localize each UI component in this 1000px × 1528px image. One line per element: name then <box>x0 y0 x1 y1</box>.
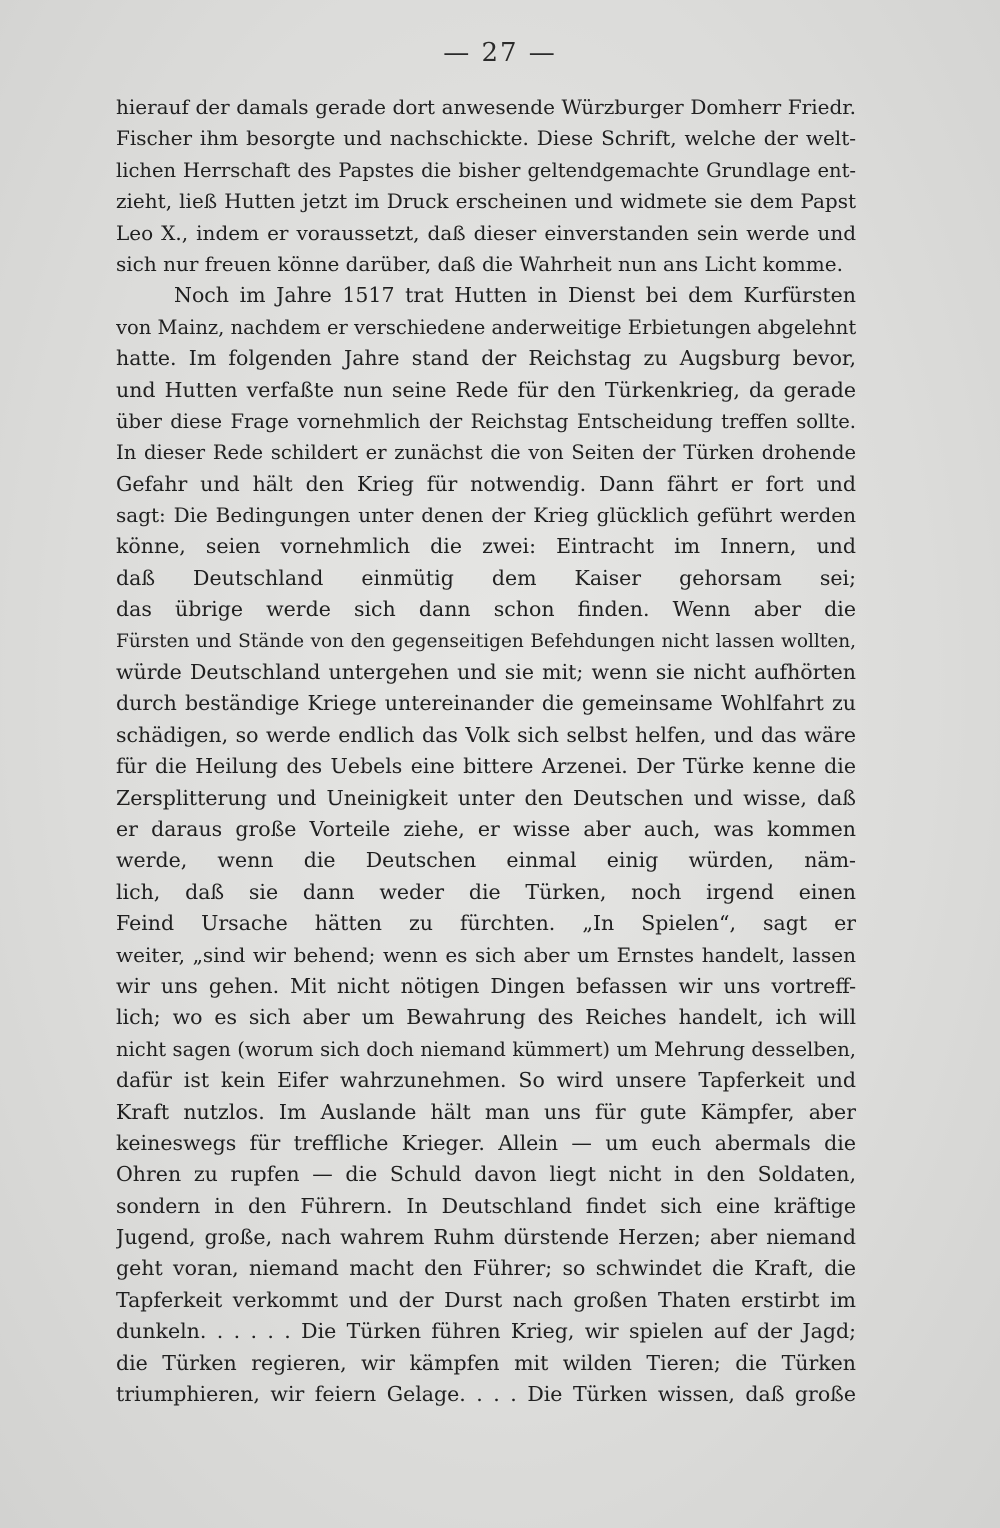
text-line: Feind Ursache hätten zu fürchten. „In Spielen“, sagt er <box>116 911 856 936</box>
text-line: Zersplitterung und Uneinigkeit unter den Deutschen und wisse, daß <box>116 785 856 810</box>
text-line: könne, seien vornehmlich die zwei: Eintracht im Innern, und <box>116 534 856 559</box>
text-line: geht voran, niemand macht den Führer; so schwindet die Kraft, die <box>116 1256 856 1281</box>
text-line: Kraft nutzlos. Im Auslande hält man uns für gute Kämpfer, aber <box>116 1099 856 1124</box>
text-line: Gefahr und hält den Krieg für notwendig. Dann fährt er fort und <box>116 471 856 496</box>
text-line: dafür ist kein Eifer wahrzunehmen. So wird unsere Tapferkeit und <box>116 1068 856 1093</box>
text-line: Fischer ihm besorgte und nachschickte. Diese Schrift, welche der welt- <box>116 126 856 151</box>
text-line: lich, daß sie dann weder die Türken, noch irgend einen <box>116 879 856 904</box>
body-text <box>116 92 856 1410</box>
text-line: über diese Frage vornehmlich der Reichstag Entscheidung treffen sollte. <box>116 409 856 433</box>
text-line: Jugend, große, nach wahrem Ruhm dürstende Herzen; aber niemand <box>116 1225 856 1250</box>
text-line: für die Heilung des Uebels eine bittere Arzenei. Der Türke kenne die <box>116 754 856 779</box>
text-line: hatte. Im folgenden Jahre stand der Reichstag zu Augsburg bevor, <box>116 346 856 371</box>
text-line: Fürsten und Stände von den gegenseitigen Befehdungen nicht lassen wollten, <box>116 630 856 652</box>
text-line: Ohren zu rupfen — die Schuld davon liegt nicht in den Soldaten, <box>116 1162 856 1187</box>
text-line: lichen Herrschaft des Papstes die bisher geltendgemachte Grundlage ent- <box>116 158 856 182</box>
text-line: dunkeln. . . . . . Die Türken führen Krieg, wir spielen auf der Jagd; <box>116 1319 856 1344</box>
text-line: er daraus große Vorteile ziehe, er wisse aber auch, was kommen <box>116 816 856 841</box>
text-line: hierauf der damals gerade dort anwesende Würzburger Domherr Friedr. <box>116 95 856 119</box>
text-line: und Hutten verfaßte nun seine Rede für den Türkenkrieg, da gerade <box>116 377 856 402</box>
text-line: schädigen, so werde endlich das Volk sich selbst helfen, und das wäre <box>116 722 856 747</box>
text-line: würde Deutschland untergehen und sie mit; wenn sie nicht aufhörten <box>116 660 856 685</box>
text-line: Leo X., indem er voraussetzt, daß dieser einverstanden sein werde und <box>116 220 856 245</box>
text-line: sagt: Die Bedingungen unter denen der Krieg glücklich geführt werden <box>116 503 856 528</box>
text-line: Tapferkeit verkommt und der Durst nach großen Thaten erstirbt im <box>116 1287 856 1312</box>
text-line: weiter, „sind wir behend; wenn es sich aber um Ernstes handelt, lassen <box>116 942 856 967</box>
text-line: nicht sagen (worum sich doch niemand kümmert) um Mehrung desselben, <box>116 1037 856 1061</box>
text-line: von Mainz, nachdem er verschiedene anderweitige Erbietungen abgelehnt <box>116 315 856 339</box>
text-line: Noch im Jahre 1517 trat Hutten in Dienst bei dem Kurfürsten <box>174 283 856 308</box>
text-line: triumphieren, wir feiern Gelage. . . . Die Türken wissen, daß große <box>116 1382 856 1407</box>
page-number: — 27 — <box>443 38 557 68</box>
text-line: lich; wo es sich aber um Bewahrung des Reiches handelt, ich will <box>116 1005 856 1030</box>
text-line: zieht, ließ Hutten jetzt im Druck erscheinen und widmete sie dem Papst <box>116 189 856 214</box>
text-line: die Türken regieren, wir kämpfen mit wilden Tieren; die Türken <box>116 1350 856 1375</box>
text-line: wir uns gehen. Mit nicht nötigen Dingen befassen wir uns vortreff- <box>116 973 856 998</box>
text-line: werde, wenn die Deutschen einmal einig würden, näm- <box>116 848 856 873</box>
text-line: sondern in den Führern. In Deutschland findet sich eine kräftige <box>116 1193 856 1218</box>
text-line: sich nur freuen könne darüber, daß die Wahrheit nun ans Licht komme. <box>116 251 843 276</box>
text-line: In dieser Rede schildert er zunächst die von Seiten der Türken drohende <box>116 441 856 465</box>
text-line: durch beständige Kriege untereinander die gemeinsame Wohlfahrt zu <box>116 691 856 716</box>
text-line: das übrige werde sich dann schon finden. Wenn aber die <box>116 597 856 622</box>
text-line: keineswegs für treffliche Krieger. Allein — um euch abermals die <box>116 1130 856 1155</box>
text-line: daß Deutschland einmütig dem Kaiser gehorsam sei; <box>116 565 856 590</box>
